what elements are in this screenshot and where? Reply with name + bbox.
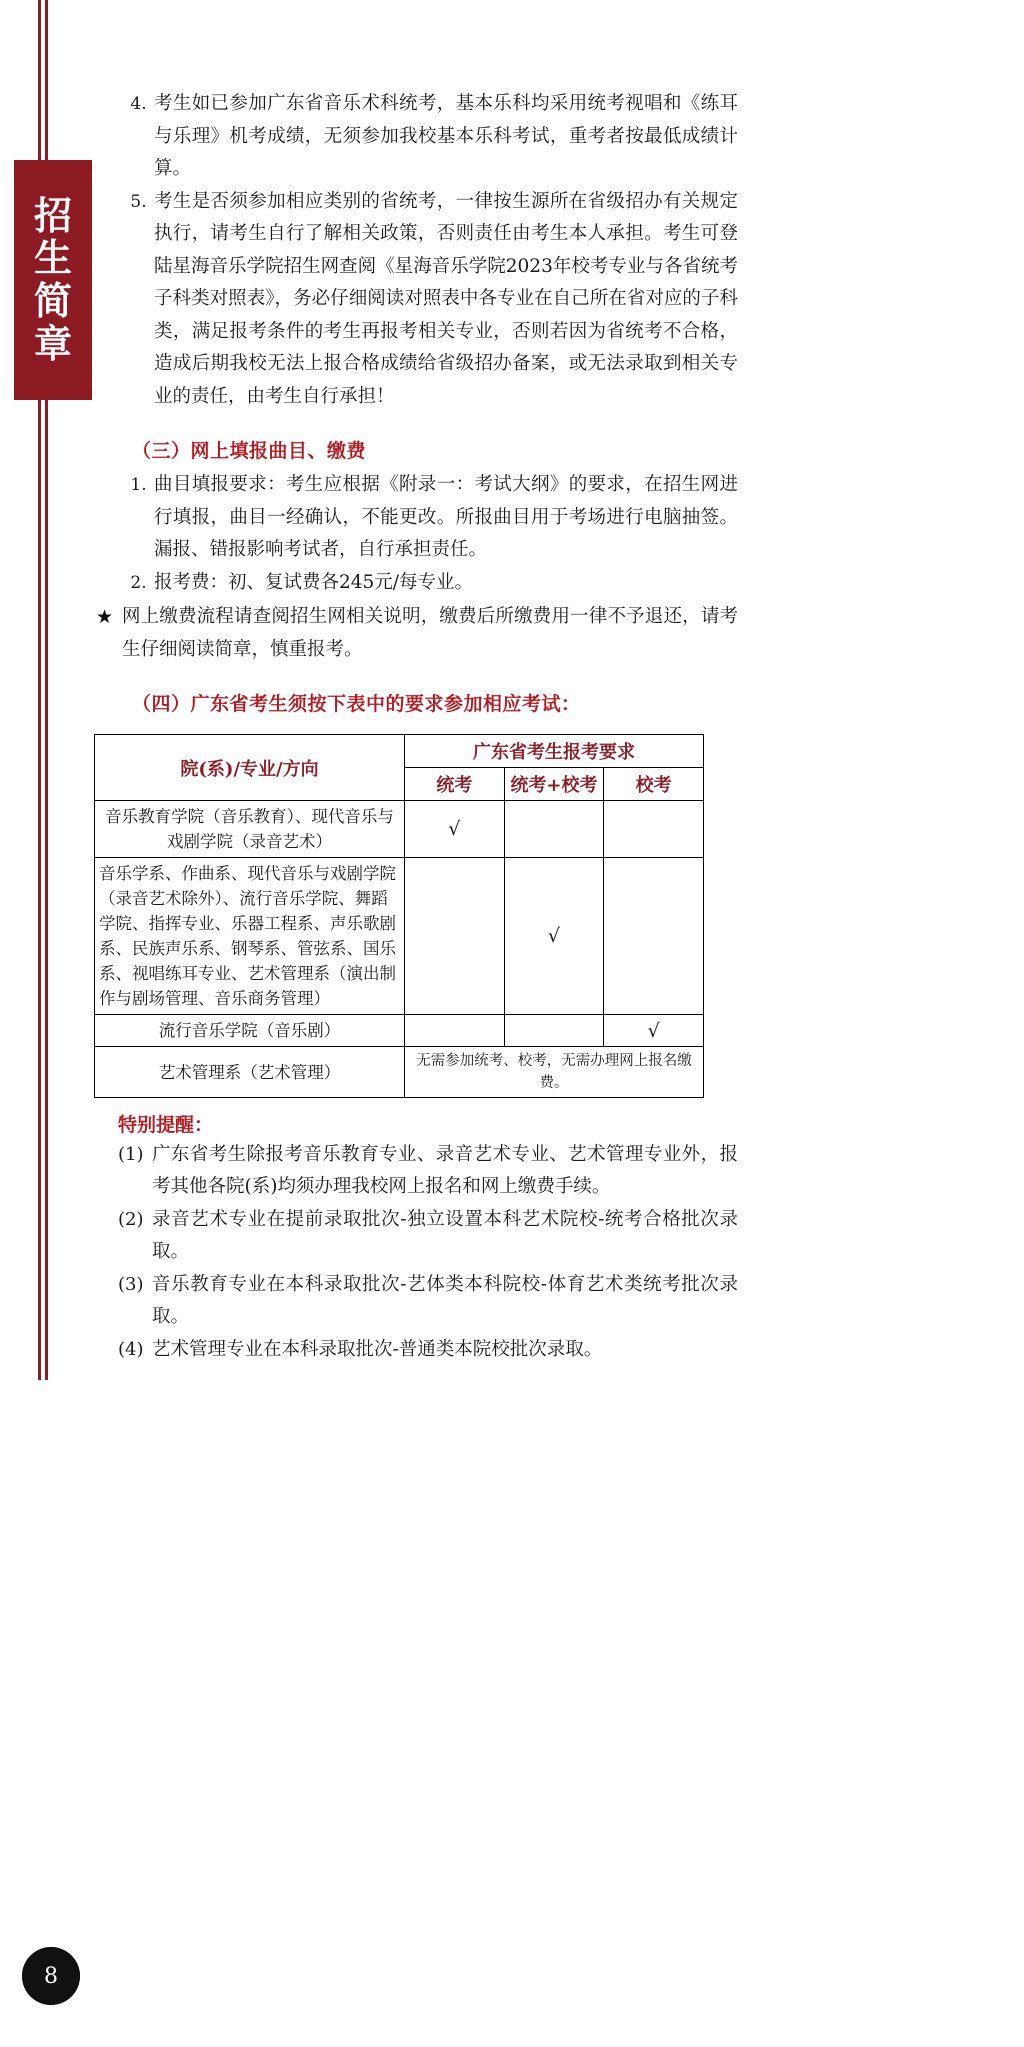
banner-char-4: 章: [33, 320, 72, 366]
table-row: [95, 801, 704, 858]
cell-mark-tongkao: [405, 858, 505, 1015]
banner-char-2: 生: [33, 235, 72, 281]
section-three-list: [118, 469, 738, 599]
section-three-item-1: 1. 曲目填报要求：考生应根据《附录一：考试大纲》的要求，在招生网进行填报，曲目一经确认，不能更改。所报曲目用于考场进行电脑抽签。漏报、错报影响考试者，自行承担责任。: [152, 469, 738, 567]
cell-mark-tongkao: [405, 1015, 505, 1047]
reminder-item-text: 录音艺术专业在提前录取批次-独立设置本科艺术院校-统考合格批次录取。: [152, 1209, 738, 1262]
reminder-item: [118, 1334, 738, 1366]
cell-note: 无需参加统考、校考，无需办理网上报名缴费。: [405, 1047, 704, 1098]
reminder-item-text: 音乐教育专业在本科录取批次-艺体类本科院校-体育艺术类统考批次录取。: [152, 1274, 738, 1327]
cell-major: 艺术管理系（艺术管理）: [95, 1047, 405, 1098]
requirements-table-wrap: [94, 734, 704, 1098]
banner-char-3: 简: [33, 278, 72, 323]
cell-mark-both: [504, 801, 604, 858]
reminder-item-number: (4): [118, 1339, 144, 1360]
requirements-table: [94, 734, 704, 1098]
table-row: [95, 858, 704, 1015]
cell-mark-xiaokao: √: [604, 1015, 704, 1047]
cell-mark-xiaokao: [604, 801, 704, 858]
star-icon: ★: [96, 606, 114, 628]
col-header-group: 广东省考生报考要求: [405, 735, 704, 768]
cell-mark-both: [504, 1015, 604, 1047]
section-three-item-2: 2. 报考费：初、复试费各245元/每专业。: [152, 567, 738, 600]
reminder-item-text: 艺术管理专业在本科录取批次-普通类本院校批次录取。: [152, 1339, 603, 1360]
side-banner: [14, 160, 92, 400]
col-header-tongkao: 统考: [405, 768, 505, 801]
reminder-item-text: 广东省考生除报考音乐教育专业、录音艺术专业、艺术管理专业外，报考其他各院(系)均须办理我校网上报名和网上缴费手续。: [152, 1144, 738, 1197]
col-header-tongkao-xiaokao: 统考+校考: [504, 768, 604, 801]
page-number-badge: 8: [22, 1947, 80, 2005]
reminder-item-number: (3): [118, 1274, 144, 1295]
table-head: [95, 735, 704, 801]
cell-major: 流行音乐学院（音乐剧）: [95, 1015, 405, 1047]
table-row: [95, 1047, 704, 1098]
reminder-item-number: (2): [118, 1209, 144, 1230]
star-bullet-text: 网上缴费流程请查阅招生网相关说明，缴费后所缴费用一律不予退还，请考生仔细阅读简章，慎重报考。: [122, 606, 738, 660]
section-heading-four: （四）广东省考生须按下表中的要求参加相应考试：: [132, 693, 581, 715]
cell-major: 音乐学系、作曲系、现代音乐与戏剧学院（录音艺术除外）、流行音乐学院、舞蹈学院、指挥专业、乐器工程系、声乐歌剧系、民族声乐系、钢琴系、管弦系、国乐系、视唱练耳专业、艺术管理系（演出制作与剧场管理、音乐商务管理）: [95, 858, 405, 1015]
reminder-item: [118, 1269, 738, 1333]
cell-major: 音乐教育学院（音乐教育）、现代音乐与戏剧学院（录音艺术）: [95, 801, 405, 858]
cell-mark-xiaokao: [604, 858, 704, 1015]
reminder-item: [118, 1204, 738, 1268]
list-item-5: 5. 考生是否须参加相应类别的省统考，一律按生源所在省级招办有关规定执行，请考生自行了解相关政策，否则责任由考生本人承担。考生可登陆星海音乐学院招生网查阅《星海音乐学院2023年校考专业与各省统考子科类对照表》，务必仔细阅读对照表中各专业在自己所在省对应的子科类，满足报考条件的考生再报考相关专业，否则若因为省统考不合格，造成后期我校无法上报合格成绩给省级招办备案，或无法录取到相关专业的责任，由考生自行承担！: [152, 186, 738, 414]
cell-mark-tongkao: √: [405, 801, 505, 858]
table-row: [95, 1015, 704, 1047]
top-numbered-list: [118, 88, 738, 413]
page-content: [96, 88, 738, 1367]
section-heading-three: （三）网上填报曲目、缴费: [132, 440, 367, 462]
list-item-4: 4. 考生如已参加广东省音乐术科统考，基本乐科均采用统考视唱和《练耳与乐理》机考成绩，无须参加我校基本乐科考试，重考者按最低成绩计算。: [152, 88, 738, 186]
reminder-heading: 特别提醒：: [118, 1114, 214, 1136]
table-head-row-1: [95, 735, 704, 768]
star-bullet-row: [96, 601, 738, 666]
reminder-item-number: (1): [118, 1144, 144, 1165]
table-body: [95, 801, 704, 1098]
reminder-item: [118, 1139, 738, 1203]
banner-char-1: 招: [33, 192, 72, 238]
reminder-list: [118, 1139, 738, 1366]
cell-mark-both: √: [504, 858, 604, 1015]
col-header-major: 院(系)/专业/方向: [95, 735, 405, 801]
col-header-xiaokao: 校考: [604, 768, 704, 801]
